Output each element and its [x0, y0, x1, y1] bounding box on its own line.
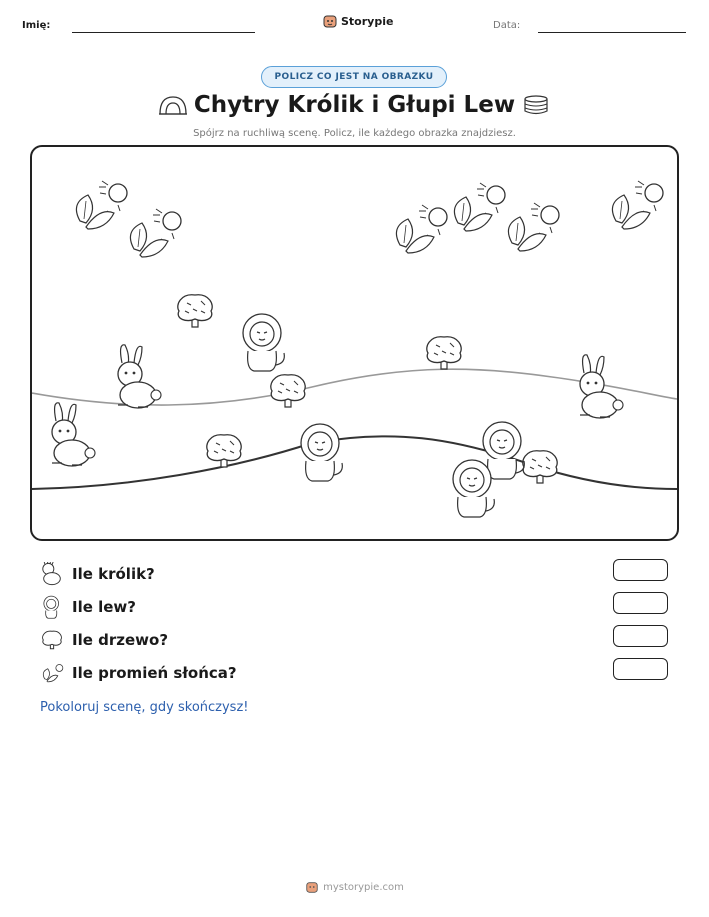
answer-box[interactable]	[613, 658, 668, 680]
brand-name: Storypie	[341, 14, 394, 28]
answer-box[interactable]	[613, 625, 668, 647]
answer-box[interactable]	[613, 559, 668, 581]
storypie-logo-icon	[322, 13, 338, 29]
rabbit-icon	[52, 403, 95, 466]
sun-flower-icon	[76, 181, 127, 229]
question-text: Ile drzewo?	[72, 631, 169, 649]
question-text: Ile lew?	[72, 598, 136, 616]
question-row	[40, 627, 168, 653]
date-label: Data:	[493, 20, 521, 31]
question-row	[40, 561, 155, 587]
sun-flower-icon	[508, 203, 559, 251]
answer-box[interactable]	[613, 592, 668, 614]
question-text: Ile królik?	[72, 565, 155, 583]
page-subtitle: Spójrz na ruchliwą scenę. Policz, ile każdego obrazka znajdziesz.	[193, 128, 516, 139]
date-line[interactable]	[538, 32, 686, 33]
page-title: Chytry Królik i Głupi Lew	[193, 92, 516, 118]
tree-icon	[271, 375, 305, 407]
tree-icon	[178, 295, 212, 327]
lion-icon	[453, 460, 494, 517]
lion-icon	[301, 424, 342, 481]
tree-icon	[40, 628, 64, 652]
question-text: Ile promień słońca?	[72, 664, 237, 682]
lion-icon	[243, 314, 284, 371]
sun-flower-icon	[396, 205, 447, 253]
brand-logo	[322, 13, 393, 29]
footer	[0, 880, 709, 894]
tree-icon	[523, 451, 557, 483]
question-row	[40, 594, 136, 620]
lion-icon	[40, 595, 64, 619]
name-line[interactable]	[72, 32, 255, 33]
footer-url[interactable]: mystorypie.com	[323, 881, 404, 893]
rabbit-icon	[118, 345, 161, 408]
sun-flower-icon	[130, 209, 181, 257]
scene-frame	[30, 145, 679, 541]
tree-icon	[427, 337, 461, 369]
name-label: Imię:	[22, 20, 51, 31]
rabbit-icon	[580, 355, 623, 418]
storypie-logo-icon	[305, 880, 319, 894]
coloring-note: Pokoloruj scenę, gdy skończysz!	[40, 700, 249, 715]
tree-icon	[207, 435, 241, 467]
rabbit-icon	[40, 562, 64, 586]
instruction-badge: POLICZ CO JEST NA OBRAZKU	[261, 66, 447, 88]
sun-flower-icon	[454, 183, 505, 231]
well-icon	[520, 93, 552, 121]
sun-flower-icon	[40, 661, 64, 685]
question-row	[40, 660, 237, 686]
sun-flower-icon	[612, 181, 663, 229]
